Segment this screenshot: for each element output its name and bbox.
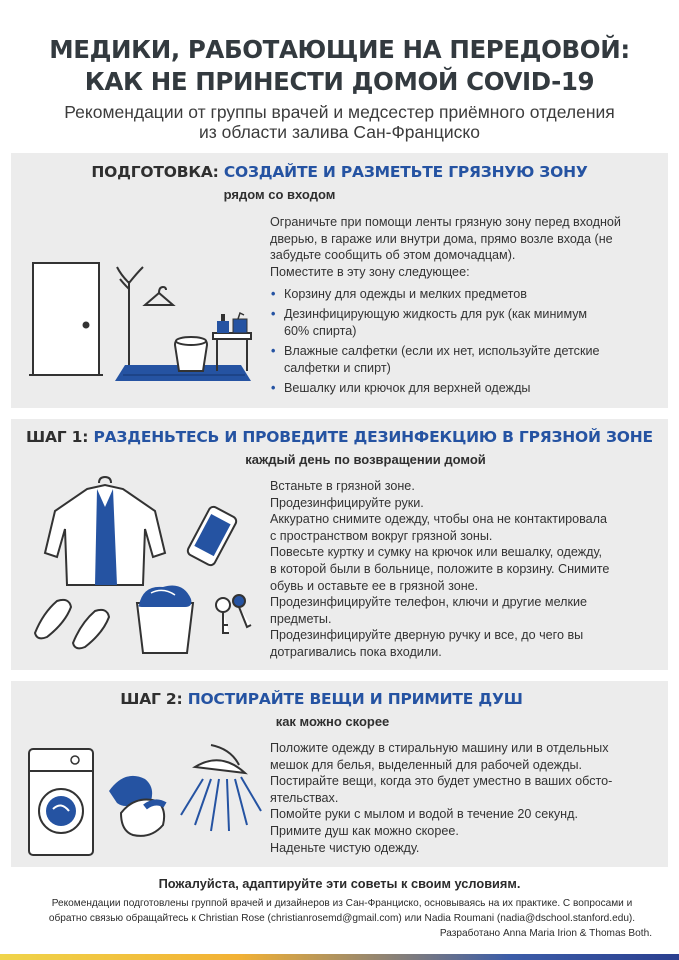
step1-line: предметы. [270,611,332,626]
list-item [270,380,660,397]
step2-line: мешок для белья, выделенный для рабочей одежды. [270,757,583,772]
step1-line: Аккуратно снимите одежду, чтобы она не контактировала [270,512,608,527]
prep-heading-lead: ПОДГОТОВКА: [91,163,219,181]
door-icon [29,263,103,375]
coat-rack-icon [117,267,143,375]
undressing-illustration [25,475,265,660]
list-item [270,343,660,376]
list-item [270,306,660,339]
step1-line: Продезинфицируйте дверную ручку и все, до чего вы [270,628,584,643]
step2-line: Примите душ как можно скорее. [270,823,459,838]
bullet-text: Корзину для одежды и мелких предметов [284,287,527,302]
page-title [0,34,679,98]
prep-bullet-list [270,286,660,396]
gradient-footer-bar [0,954,679,960]
washing-illustration [25,739,265,863]
step2-line: Постирайте вещи, когда это будет уместно в ваших обсто- [270,774,613,789]
credits-line-3: Разработано Anna Maria Irion & Thomas Both. [439,927,652,939]
step2-line: Положите одежду в стиральную машину или в отдельных [270,741,609,755]
prep-heading-accent: СОЗДАЙТЕ И РАЗМЕТЬТЕ ГРЯЗНУЮ ЗОНУ [223,163,588,181]
shower-head-icon [181,745,261,831]
laundry-basket-icon [137,586,193,654]
prep-line: дверью, в гараже или внутри дома, прямо возле входа (не [270,231,613,246]
sanitizer-icon [217,313,247,333]
washing-hands-icon [109,776,165,836]
step2-heading-accent: ПОСТИРАЙТЕ ВЕЩИ И ПРИМИТЕ ДУШ [187,690,523,708]
step1-subheading: каждый день по возвращении домой [245,452,486,467]
subtitle-line-1: Рекомендации от группы врачей и медсестер приёмного отделения [64,102,615,122]
step1-line: Продезинфицируйте руки. [270,495,424,510]
step1-line: в которой были в больнице, положите в корзину. Снимите [270,561,610,576]
prep-subheading: рядом со входом [223,187,336,202]
title-line-2: КАК НЕ ПРИНЕСТИ ДОМОЙ COVID-19 [84,67,595,96]
bullet-text: Вешалку или крючок для верхней одежды [284,380,531,395]
step1-text [270,478,660,661]
step2-panel [11,681,668,867]
prep-line: забудьте сообщить об этом домочадцам). [270,248,516,263]
step2-subheading: как можно скорее [275,714,390,729]
step2-text [270,740,660,856]
step1-line: Продезинфицируйте телефон, ключи и другие мелкие [270,595,588,610]
step1-line: с пространством вокруг грязной зоны. [270,528,493,543]
credits-line-1: Рекомендации подготовлены группой врачей и дизайнеров из Сан-Франциско, основываясь на их практике. С вопросами и [51,898,633,909]
bullet-text: Дезинфицирующую жидкость для рук (как минимум [284,307,588,322]
prep-panel [11,153,668,408]
step2-line: Наденьте чистую одежду. [270,840,420,855]
hanger-icon [145,287,173,305]
step1-line: дотрагивались пока входили. [270,644,442,659]
step2-heading [0,690,650,708]
list-item [270,286,660,303]
keys-icon [216,595,251,633]
step1-line: Повесьте куртку и сумку на крючок или вешалку, одежду, [270,545,603,560]
jacket-icon [45,477,165,585]
adapt-note: Пожалуйста, адаптируйте эти советы к своим условиям. [158,876,521,891]
dirty-zone-illustration [25,253,265,389]
step2-line: Помойте руки с мылом и водой в течение 20 секунд. [270,807,578,822]
step2-line: ятельствах. [270,790,339,805]
bullet-text: Влажные салфетки (если их нет, используйте детские [284,344,600,359]
step1-heading [11,428,668,446]
step1-panel [11,419,668,670]
subtitle-line-2: из области залива Сан-Франциско [198,122,481,142]
step1-heading-accent: РАЗДЕНЬТЕСЬ И ПРОВЕДИТЕ ДЕЗИНФЕКЦИЮ В ГРЯЗНОЙ ЗОНЕ [93,428,653,446]
step1-line: обувь и оставьте ее в грязной зоне. [270,578,479,593]
shoes-icon [35,600,109,648]
page-subtitle [0,102,679,142]
prep-text [270,214,660,400]
step1-heading-lead: ШАГ 1: [26,428,89,446]
bullet-text: салфетки и спирт) [284,360,391,375]
prep-line: Поместите в эту зону следующее: [270,264,470,279]
phone-icon [186,505,238,567]
title-line-1: МЕДИКИ, РАБОТАЮЩИЕ НА ПЕРЕДОВОЙ: [49,35,630,64]
prep-heading [11,163,668,181]
washing-machine-icon [29,749,93,855]
prep-line: Ограничьте при помощи ленты грязную зону перед входной [270,215,621,229]
credits [32,897,652,941]
step2-heading-lead: ШАГ 2: [120,690,183,708]
bullet-text: 60% спирта) [284,324,357,339]
credits-line-2: обратно связью обращайтесь к Christian Rose (christianrosemd@gmail.com) или Nadia Roumani (nadia@dschool.stanford.edu). [48,912,636,924]
basket-icon [175,337,207,371]
step1-line: Встаньте в грязной зоне. [270,479,415,493]
